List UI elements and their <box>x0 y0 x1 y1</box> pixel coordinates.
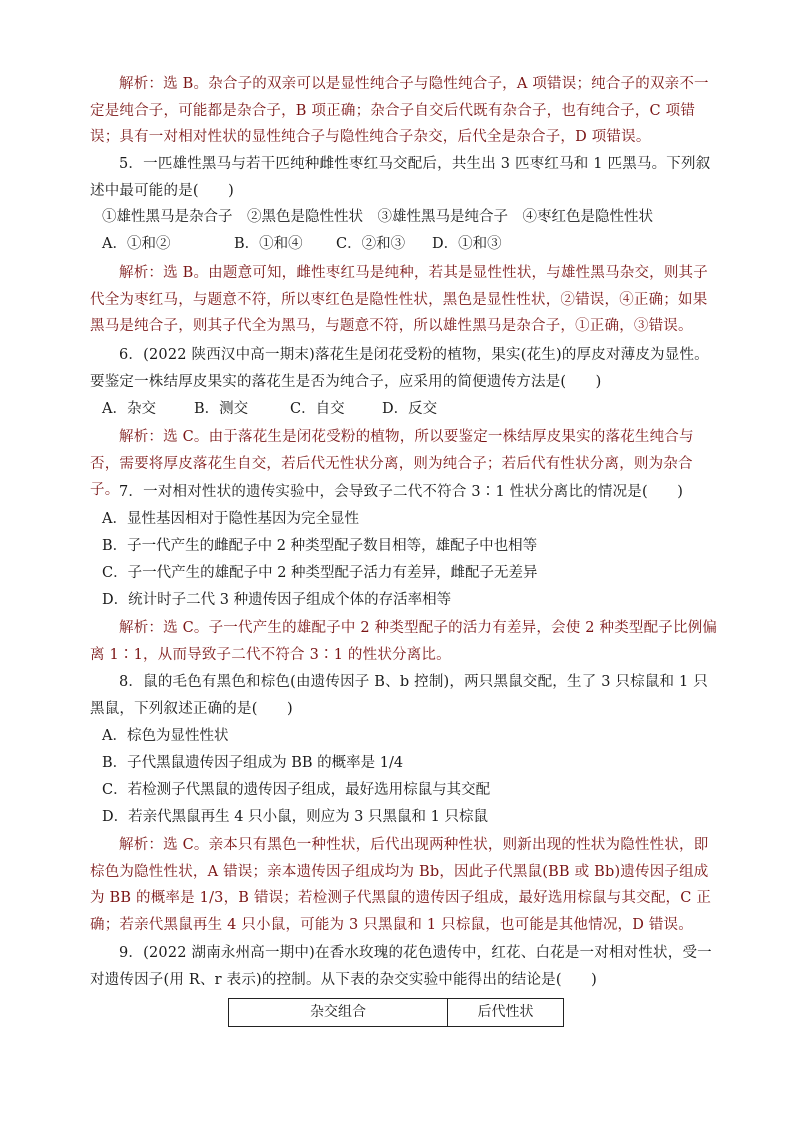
q6-option-a: A．杂交 <box>102 401 156 417</box>
cross-table-header <box>228 998 564 1027</box>
table-header-cross-combination: 杂交组合 <box>229 999 448 1026</box>
q7-stem: 7．一对相对性状的遗传实验中，会导致子二代不符合 3∶1 性状分离比的情况是( ) <box>119 484 684 500</box>
q5-option-a: A．①和② <box>102 236 171 252</box>
q5-option-b: B．①和④ <box>234 236 303 252</box>
q6-stem: 6．(2022 陕西汉中高一期末)落花生是闭花受粉的植物，果实(花生)的厚皮对薄皮为显性。要鉴定一株结厚皮果实的落花生是否为纯合子，应采用的简便遗传方法是( ) <box>90 347 709 390</box>
q5-option-c: C．②和③ <box>336 236 406 252</box>
q7-option-b: B．子一代产生的雌配子中 2 种类型配子数目相等，雄配子中也相等 <box>102 538 538 554</box>
q7-option-c: C．子一代产生的雄配子中 2 种类型配子活力有差异，雌配子无差异 <box>102 565 538 581</box>
q5-analysis: 解析：选 B。由题意可知，雌性枣红马是纯种，若其是显性性状，与雄性黑马杂交，则其子代全为枣红马，与题意不符，所以枣红色是隐性性状，黑色是显性性状，②错误，④正确；如果黑马是纯合子，则其子代全为黑马，与题意不符，所以雄性黑马是杂合子，①正确，③错误。 <box>90 265 708 334</box>
q6-option-c: C．自交 <box>290 401 345 417</box>
q5-statements: ①雄性黑马是杂合子 ②黑色是隐性性状 ③雄性黑马是纯合子 ④枣红色是隐性性状 <box>102 209 653 225</box>
q8-option-c: C．若检测子代黑鼠的遗传因子组成，最好选用棕鼠与其交配 <box>102 782 491 798</box>
q6-option-d: D．反交 <box>382 401 438 417</box>
q5-options <box>102 231 702 258</box>
table-header-offspring-trait: 后代性状 <box>477 1004 534 1020</box>
q8-stem: 8．鼠的毛色有黑色和棕色(由遗传因子 B、b 控制)，两只黑鼠交配，生了 3 只棕鼠和 1 只黑鼠，下列叙述正确的是( ) <box>90 674 708 717</box>
q8-analysis: 解析：选 C。亲本只有黑色一种性状，后代出现两种性状，则新出现的性状为隐性性状，即棕色为隐性性状，A 错误；亲本遗传因子组成均为 Bb，因此子代黑鼠(BB 或 Bb)遗传因子组成为 BB 的概率是 1/3，B 错误；若检测子代黑鼠的遗传因子组成，最好选用棕鼠与其交配，C 正确；若亲代黑鼠再生 4 只小鼠，可能为 3 只黑鼠和 1 只棕鼠，也可能是其他情况，D 错误。 <box>90 837 712 933</box>
q7-analysis: 解析：选 C。子一代产生的雄配子中 2 种类型配子的活力有差异，会使 2 种类型配子比例偏离 1∶1，从而导致子二代不符合 3∶1 的性状分离比。 <box>90 620 718 663</box>
q8-option-a: A．棕色为显性性状 <box>102 728 229 744</box>
q6-option-b: B．测交 <box>194 401 249 417</box>
q5-stem: 5．一匹雄性黑马与若干匹纯种雌性枣红马交配后，共生出 3 匹枣红马和 1 匹黑马。下列叙述中最可能的是( ) <box>90 156 711 199</box>
q6-analysis: 解析：选 C。由于落花生是闭花受粉的植物，所以要鉴定一株结厚皮果实的落花生纯合与否，需要将厚皮落花生自交，若后代无性状分离，则为纯合子；若后代有性状分离，则为杂合子。 <box>90 429 694 498</box>
q8-option-b: B．子代黑鼠遗传因子组成为 BB 的概率是 1/4 <box>102 755 404 771</box>
q4-analysis: 解析：选 B。杂合子的双亲可以是显性纯合子与隐性纯合子，A 项错误；纯合子的双亲不一定是纯合子，可能都是杂合子，B 项正确；杂合子自交后代既有杂合子，也有纯合子，C 项错误；具有一对相对性状的显性纯合子与隐性纯合子杂交，后代全是杂合子，D 项错误。 <box>90 76 709 145</box>
q6-options <box>102 396 702 423</box>
q8-option-d: D．若亲代黑鼠再生 4 只小鼠，则应为 3 只黑鼠和 1 只棕鼠 <box>102 809 488 825</box>
q7-option-a: A．显性基因相对于隐性基因为完全显性 <box>102 511 359 527</box>
q7-option-d: D．统计时子二代 3 种遗传因子组成个体的存活率相等 <box>102 592 452 608</box>
q9-stem: 9．(2022 湖南永州高一期中)在香水玫瑰的花色遗传中，红花、白花是一对相对性状，受一对遗传因子(用 R、r 表示)的控制。从下表的杂交实验中能得出的结论是( ) <box>90 945 712 988</box>
q5-option-d: D．①和③ <box>432 236 502 252</box>
